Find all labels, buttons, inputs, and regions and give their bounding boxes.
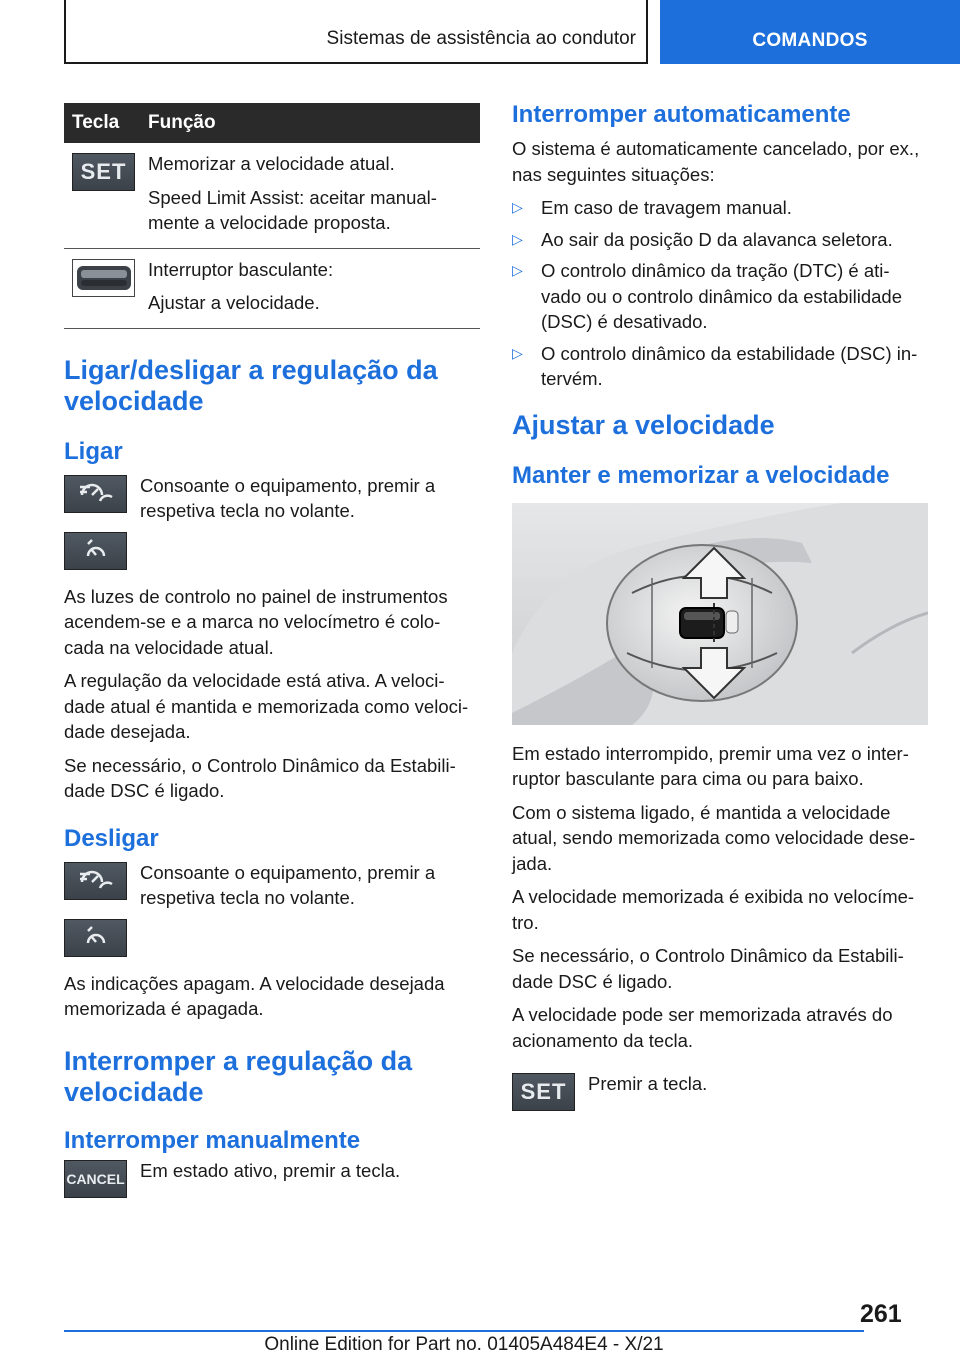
set-key-row bbox=[512, 1073, 928, 1111]
heading-interrupt: Interromper a regulação da velocidade bbox=[64, 1045, 413, 1107]
off-key-text: Consoante o equipamento, premir a respetiva tecla no volante. bbox=[140, 861, 436, 908]
cruise-control-icon bbox=[64, 862, 127, 900]
table-cell-text: Memorizar a velocidade atual. bbox=[148, 153, 395, 174]
set-key-icon: SET bbox=[72, 153, 135, 191]
triangle-bullet-icon: ▷ bbox=[512, 230, 523, 247]
triangle-bullet-icon: ▷ bbox=[512, 262, 523, 278]
edition-footer: Online Edition for Part no. 01405A484E4 - X/21 bbox=[264, 1334, 664, 1355]
on-key-text: Consoante o equipamento, premir a respetiva tecla no volante. bbox=[140, 474, 436, 521]
cruise-control-icon bbox=[64, 475, 127, 513]
on-paragraph-3: Se necessário, o Controlo Dinâmico da Estabili-dade DSC é ligado. bbox=[64, 754, 456, 801]
heading-manual: Interromper manualmente bbox=[64, 1126, 361, 1154]
set-key-icon: SET bbox=[512, 1073, 575, 1111]
keep-paragraph-3: A velocidade memorizada é exibida no velocíme-tro. bbox=[512, 886, 915, 933]
table-cell-text: Interruptor basculante: bbox=[148, 258, 334, 280]
list-item: ▷ Em caso de travagem manual. bbox=[512, 195, 928, 221]
manual-text: Em estado ativo, premir a tecla. bbox=[140, 1159, 401, 1181]
triangle-bullet-icon: ▷ bbox=[512, 199, 523, 215]
off-key-row-alt bbox=[64, 919, 480, 957]
auto-intro: O sistema é automaticamente cancelado, por ex., nas seguintes situações: bbox=[512, 138, 920, 185]
speed-limiter-icon bbox=[64, 532, 127, 570]
table-cell-text: Ajustar a velocidade. bbox=[148, 292, 320, 313]
keep-paragraph-2: Com o sistema ligado, é mantida a velocidade atual, sendo memorizada como velocidade dese-jada. bbox=[512, 801, 916, 874]
page-number: 261 bbox=[860, 1300, 902, 1328]
speed-limiter-icon bbox=[64, 919, 127, 957]
table-header-function: Função bbox=[140, 103, 480, 143]
list-item: ▷ Ao sair da posição D da alavanca seletora. bbox=[512, 227, 928, 253]
header-divider bbox=[646, 0, 648, 64]
table-cell-text: Speed Limit Assist: aceitar manual-mente a velocidade proposta. bbox=[148, 186, 437, 233]
steering-wheel-photo bbox=[512, 503, 928, 725]
heading-adjust: Ajustar a velocidade bbox=[512, 409, 775, 440]
keep-paragraph-4: Se necessário, o Controlo Dinâmico da Estabili-dade DSC é ligado. bbox=[512, 945, 904, 992]
on-paragraph-2: A regulação da velocidade está ativa. A veloci-dade atual é mantida e memorizada como veloci-dade desejada. bbox=[64, 670, 469, 742]
off-key-row bbox=[64, 862, 480, 911]
on-key-row-alt bbox=[64, 532, 480, 570]
chapter-tab[interactable]: COMANDOS bbox=[660, 0, 960, 64]
cancel-key-row bbox=[64, 1160, 480, 1198]
key-function-table bbox=[64, 103, 480, 329]
list-item: ▷ O controlo dinâmico da estabilidade (DSC) in-tervém. bbox=[512, 342, 918, 389]
list-item: ▷ O controlo dinâmico da tração (DTC) é ati-vado ou o controlo dinâmico da estabilidade (DSC) é desativado. bbox=[512, 260, 902, 332]
header-bottom-rule bbox=[64, 62, 648, 64]
heading-on: Ligar bbox=[64, 437, 123, 465]
table-row bbox=[64, 248, 480, 328]
on-paragraph-1: As luzes de controlo no painel de instrumentos acendem-se e a marca no velocímetro é colo-cada na velocidade atual. bbox=[64, 585, 448, 658]
heading-keep: Manter e memorizar a velocidade bbox=[512, 461, 890, 489]
section-title: Sistemas de assistência ao condutor bbox=[326, 28, 636, 49]
auto-bullet-list bbox=[512, 195, 928, 392]
rocker-switch-icon bbox=[72, 259, 135, 297]
heading-on-off: Ligar/desligar a regulação da velocidade bbox=[64, 354, 438, 416]
table-header-key: Tecla bbox=[64, 103, 140, 143]
right-column bbox=[512, 100, 928, 1115]
heading-auto: Interromper automaticamente bbox=[512, 101, 851, 128]
off-paragraph-1: As indicações apagam. A velocidade desejada memorizada é apagada. bbox=[64, 972, 445, 1019]
set-text: Premir a tecla. bbox=[588, 1073, 708, 1094]
cancel-key-icon: CANCEL bbox=[64, 1160, 127, 1198]
left-column bbox=[64, 100, 480, 1202]
triangle-bullet-icon: ▷ bbox=[512, 344, 523, 361]
on-key-row bbox=[64, 475, 480, 524]
footer-rule bbox=[64, 1330, 864, 1332]
keep-paragraph-1: Em estado interrompido, premir uma vez o inter-ruptor basculante para cima ou para baixo. bbox=[512, 742, 909, 789]
heading-off: Desligar bbox=[64, 824, 159, 852]
table-row bbox=[64, 143, 480, 248]
keep-paragraph-5: A velocidade pode ser memorizada através do acionamento da tecla. bbox=[512, 1004, 893, 1051]
